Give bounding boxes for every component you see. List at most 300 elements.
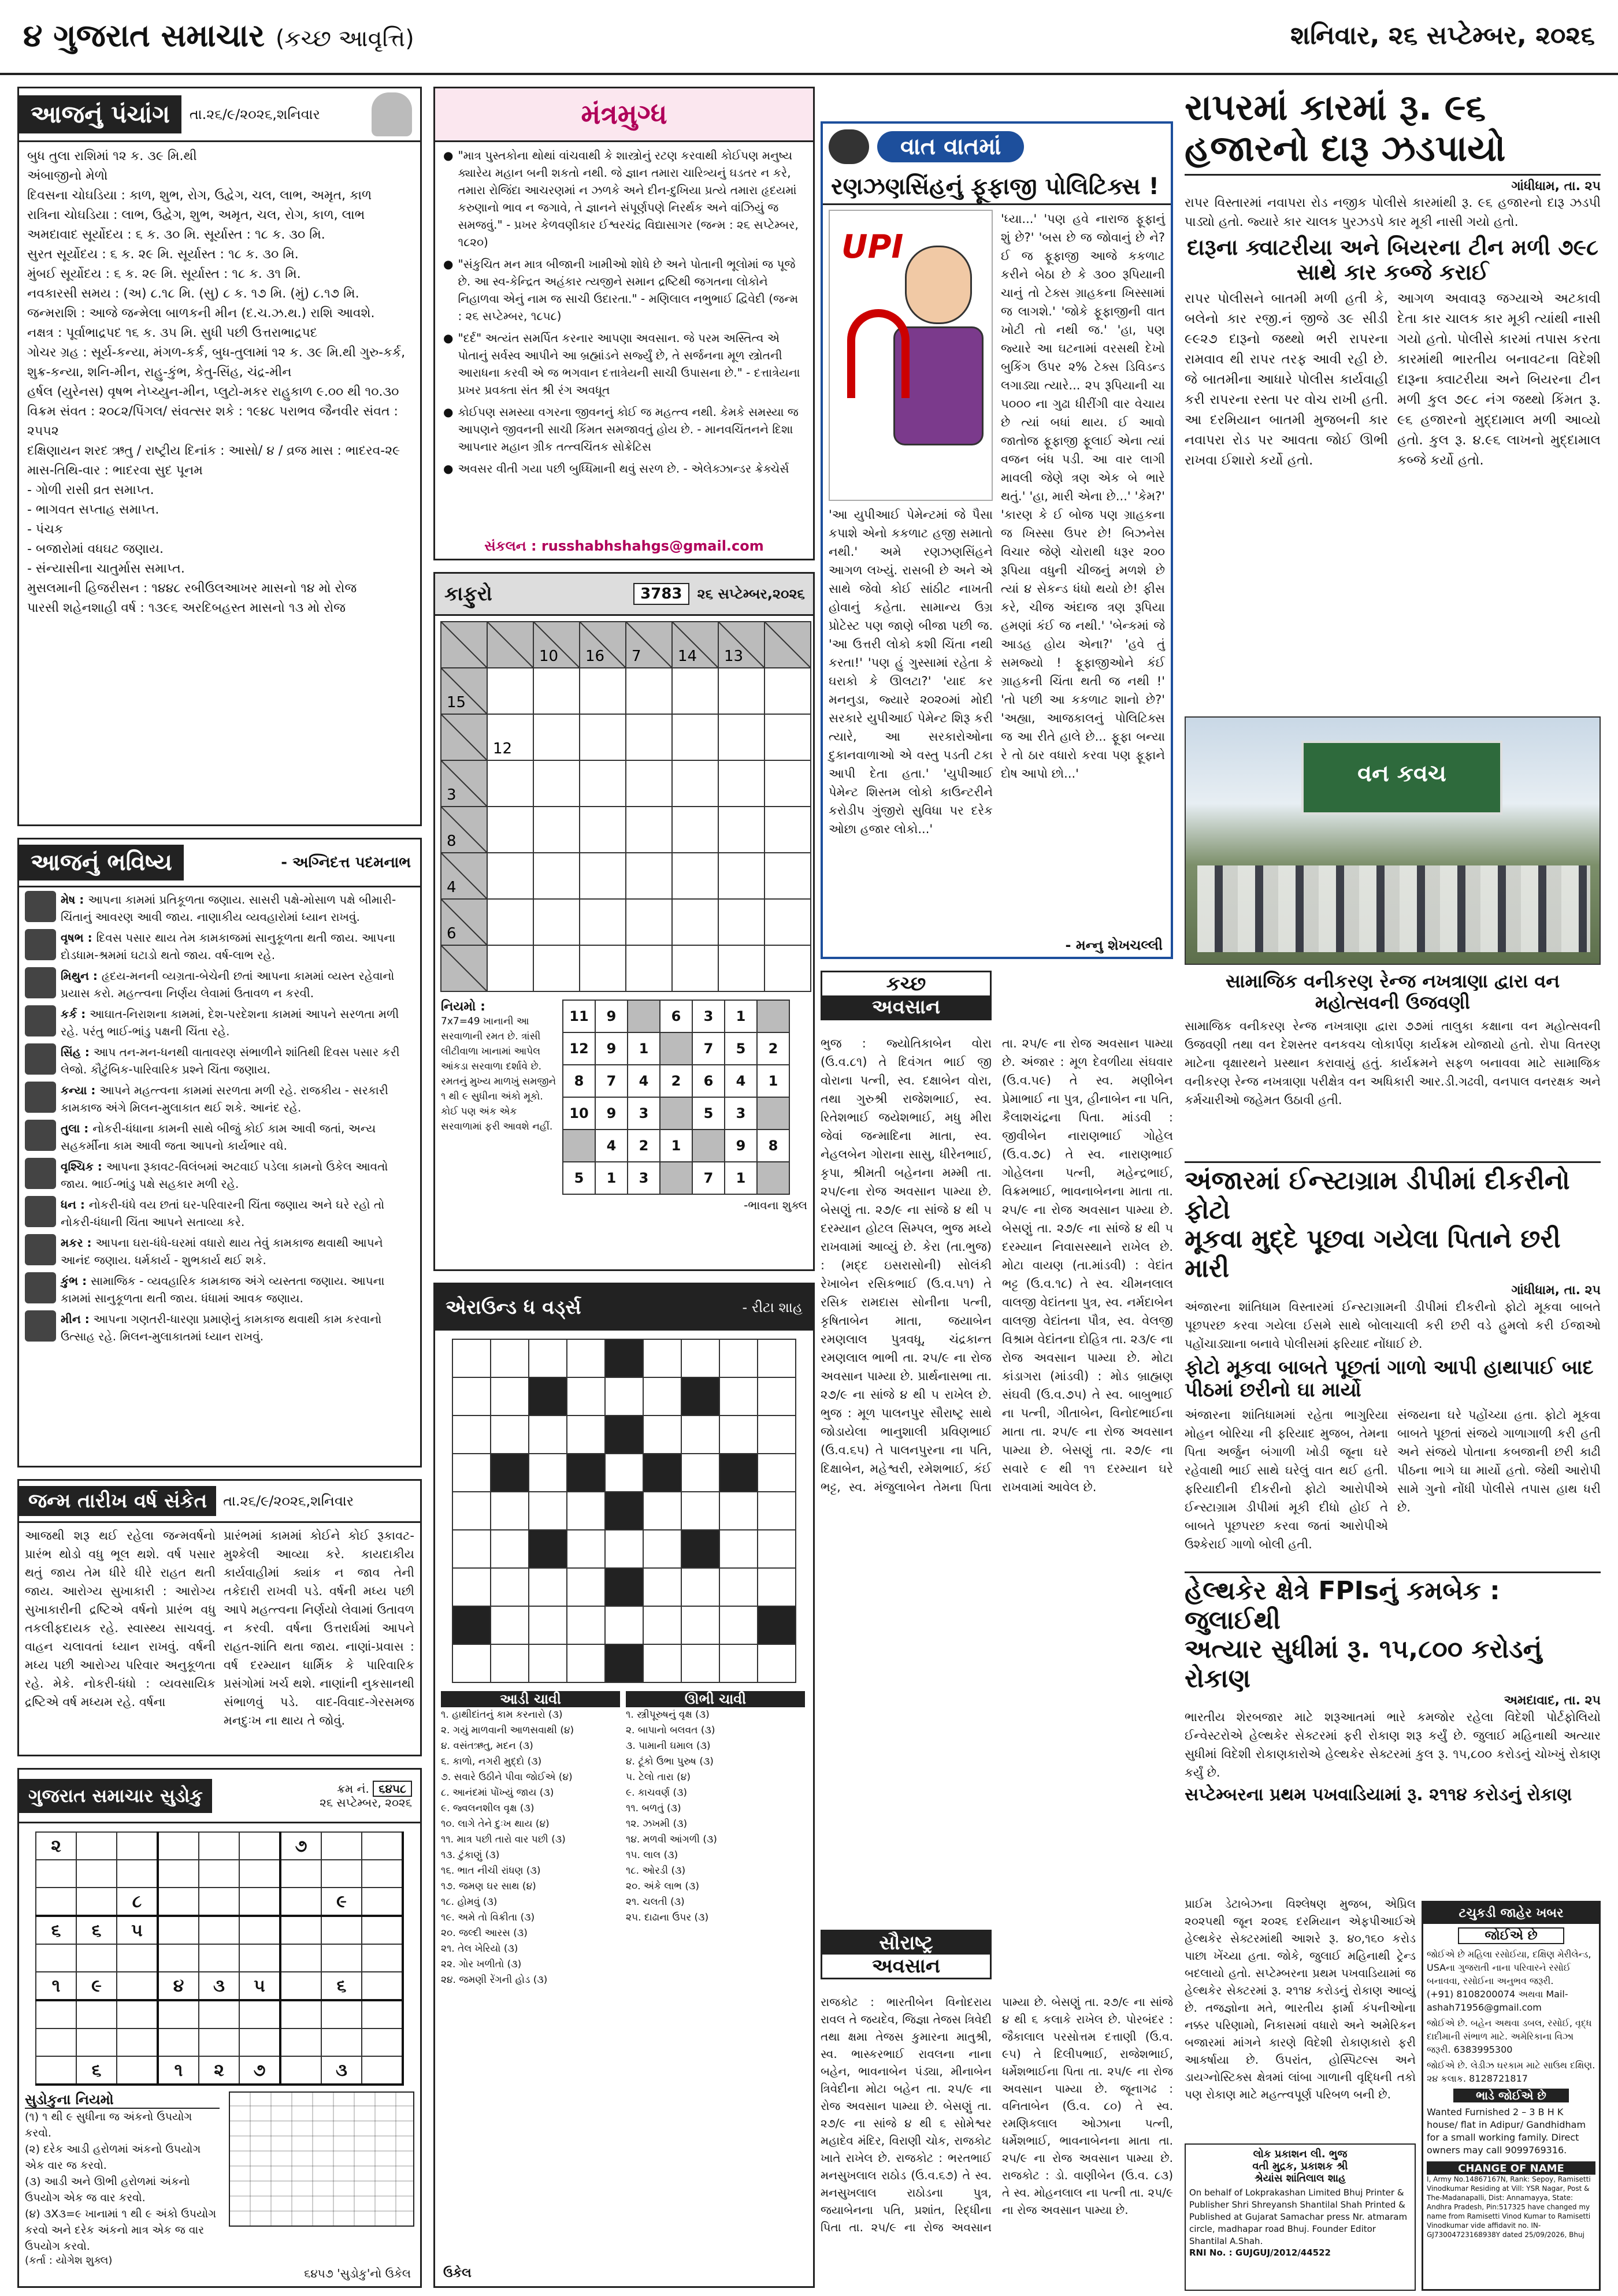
anjar-dateline: ગાંધીધામ, તા. ૨૫ (1511, 1283, 1601, 1298)
sudoku-cell (76, 1888, 117, 1916)
crossword-black-cell (567, 1454, 605, 1492)
sudoku-cell (362, 2056, 403, 2085)
mantra-quote (443, 403, 805, 455)
sudoku-rule: (૨) દરેક આડી હરોળમાં અંકનો ઉપયોગ એક વાર જ કરવો. (25, 2143, 201, 2172)
sudoku-cell (199, 2028, 239, 2056)
kafuro-cell (487, 945, 533, 991)
publisher-line-2: વતી મુદ્રક, પ્રકાશક શ્રી (1252, 2160, 1348, 2172)
sudoku-cell (158, 2000, 199, 2028)
kafuro-cell (718, 945, 765, 991)
fpi-lead: ભારતીય શેરબજાર માટે શરૂઆતમાં ભારે કમજોર રહેલા વિદેશી પોર્ટફોલિયો ઈન્વેસ્ટરોએ હેલ્થકેર સેક્ટરમાં ફરી રોકાણ શરૂ કર્યું છે. જુલાઈ મહિનાથી અત્યાર સુધીમાં વિદેશી રોકાણકારોએ હેલ્થકેર સેક્ટરમાં કુલ રૂ. ૧૫,૮૦૦ કરોડનું ચોખ્ખું રોકાણ કર્યું છે. (1185, 1710, 1601, 1780)
fpi-headline-1: હેલ્થકેર ક્ષેત્રે FPIsનું કમબેક : જુલાઈથી (1185, 1576, 1500, 1635)
panchang-line: સુરત સૂર્યોદય : ૬ ક. ૨૯ મિ. સૂર્યાસ્ત : ૧૮ ક. ૩૦ મિ. (27, 247, 299, 262)
rashi-name: મિથુન : (61, 969, 102, 983)
kafuro-answer-cell: 2 (628, 1130, 660, 1162)
ubhi-clue: ૨૧. ચલતી (૩) (626, 1896, 685, 1908)
panchang-line: ગોચર ગ્રહ : સૂર્ય-કન્યા, મંગળ-કર્ક, બુધ-તુલામાં ૧૨ ક. ૩૯ મિ.થી ગુરુ-કર્ક, શુક્ર-કન્યા, શનિ-મીન, રાહુ-કુંભ, કેતુ-સિંહ, ચંદ્ર-મીન (27, 345, 406, 380)
kafuro-answer-cell (660, 1162, 692, 1194)
classified-section-2: ભાડે જોઈએ છે (1453, 2089, 1569, 2102)
sudoku-cell (239, 1944, 280, 1972)
publisher-box (1185, 2143, 1416, 2291)
sudoku-cell (280, 2028, 321, 2056)
kafuro-clue: 14 (678, 648, 697, 665)
crossword-cell (529, 1454, 567, 1492)
panchang-line: નક્ષત્ર : પૂર્વાભાદ્રપદ ૧૬ ક. ૩૫ મિ. સુધી પછી ઉત્તરાભાદ્રપદ (27, 326, 318, 340)
kafuro-answer-cell: 11 (563, 1000, 595, 1032)
sudoku-cell (199, 1860, 239, 1888)
sudoku-cell (76, 1832, 117, 1860)
aadi-clue: ૧૬. ભાત નીચી રાંધણ (૩) (441, 1865, 541, 1877)
kafuro-cell (580, 807, 626, 853)
change-of-name (1422, 2034, 1601, 2039)
kafuro-answer-cell: 10 (563, 1097, 595, 1130)
kafuro-cell (718, 668, 765, 714)
rashi-text (61, 1196, 414, 1231)
panchang-line: હર્ષલ (યુરેનસ) વૃષભ નેપ્ચ્યુન-મીન, પ્લુટો-મકર રાહુકાળ ૯.૦૦ થી ૧૦.૩૦ (27, 385, 399, 399)
crossword-cell (643, 1416, 681, 1454)
kafuro-answer-cell: 1 (725, 1162, 757, 1194)
kafuro-cell (533, 760, 580, 807)
sudoku-cell (239, 1888, 280, 1916)
crossword-cell (681, 1606, 719, 1644)
mantra-quote-text: અવસર વીતી ગયા પછી બુધ્ધિમાની થવું સરળ છે. - એલેક્ઝાન્ડર ક્રેક્ચેર્સ (458, 462, 789, 475)
kafuro-answer-cell: 8 (757, 1130, 789, 1162)
janma-section (17, 1479, 422, 1756)
anjar-subhead: ફોટો મૂકવા બાબતે પૂછતાં ગાળો આપી હાથાપાઈ બાદ પીઠમાં છરીનો ઘા માર્યો (1185, 1356, 1594, 1402)
kafuro-cell (718, 807, 765, 853)
aadi-clues (441, 1707, 620, 1988)
ubhi-clue: ૩. પામાની ઘમાલ (૩) (626, 1740, 711, 1752)
crossword-cell (491, 1377, 529, 1416)
rapar-lead: રાપર વિસ્તારમાં નવાપરા રોડ નજીક પોલીસે કારમાંથી રૂ. ૯૬ હજારનો દારૂ ઝડપી પાડ્યો હતો. જ્યારે કાર ચાલક પુરઝડપે કાર મૂકી નાસી ગયો હતો. (1185, 195, 1601, 229)
ubhi-clue: ૨૫. દાઢાના ઉપર (૩) (626, 1912, 709, 1923)
panchang-line: બુધ તુલા રાશિમાં ૧૨ ક. ૩૯ મિ.થી (27, 149, 197, 164)
rashi-row (25, 1310, 414, 1345)
kafuro-rules-title: નિયમો : (441, 1000, 485, 1014)
crossword-cell (719, 1644, 758, 1682)
rashi-text (61, 929, 414, 964)
aadi-clue: ૬. કાળો, નગરી મુદ્દો (૩) (441, 1756, 542, 1767)
crossword-cell (758, 1454, 796, 1492)
janma-col-2: પ્રારંભમાં કામમાં કોઈને કોઈ રૂકાવટ-મુશ્કેલી આવ્યા કરે. કાયદાકીય કાર્યવાહીમાં ક્યાંક ન જાવ તેની તકેદારી રાખવી પડે. વર્ષની મધ્ય પછી આપે મહત્ત્વના નિર્ણયો લેવામાં ઉતાવળ ન કરવી. વર્ષના ઉત્તરાર્ધમાં આપને રાહત-શાંતિ થતા જાય. નાણાં-પ્રવાસ : વર્ષ દરમ્યાન ધાર્મિક કે પારિવારિક પ્રસંગોમાં ખર્ચ થશે. નાણાંની નુકસાનથી સંભાળવું પડે. વાદ-વિવાદ-ગેરસમજ મનદુઃખ ના થાય તે જોવું. (224, 1529, 414, 1727)
aadi-clue: ૮. આનંદમાં પોંખ્યું જાય (૩) (441, 1787, 554, 1799)
kafuro-clue: 12 (493, 740, 513, 757)
vaat-author: - મન્નુ શેખચલ્લી (1065, 937, 1163, 953)
vankaran-text: સામાજિક વનીકરણ રેન્જ નખત્રાણા દ્વારા ૭૭માં તાલુકા કક્ષાના વન મહોત્સવની ઉજવણી તથા વન દેશસ્તર વનકવચ લોકાર્પણ કાર્યક્રમ યોજાયો હતો. રોપા વિતરણ માટેના વૃક્ષારથને પ્રસ્થાન કરાવાયું હતું. કાર્યક્રમને સફળ બનાવવા માટે સામાજિક વનીકરણ રેન્જ નખત્રાણા પરીક્ષેત્ર વન અધિકારી આર.ડી.ગઢવી, વનપાલ વનરક્ષક અને કર્મચારીઓ જહેમત ઉઠાવી હતી. (1185, 1019, 1601, 1107)
saurashtra-avsaan-section (821, 1930, 1173, 2288)
anjar-headline-2: મૂકવા મુદ્દે પૂછવા ગયેલા પિતાને છરી મારી (1185, 1224, 1561, 1283)
kafuro-answer-cell: 3 (628, 1097, 660, 1130)
rashi-icon (25, 1272, 56, 1303)
ganesh-icon (372, 92, 412, 136)
kafuro-grid (441, 622, 811, 991)
ubhi-clue: ૧૧. બળતું (૩) (626, 1803, 681, 1814)
panchang-line: પારસી શહેનશાહી વર્ષ : ૧૩૯૬ અરદિબહસ્ત માસનો ૧૩ મો રોજ (27, 601, 346, 615)
panchang-line: વિક્રમ સંવત : ૨૦૮૨/પિંગલ/ સંવત્સર શકે : ૧૯૪૮ પરાભવ જૈનવીર સંવત : ૨૫૫૨ (27, 404, 398, 439)
mantra-quote-text: "દર્દ" અત્યંત સમર્પિત કરનાર આપણા અવસાન. જે પરમ અસ્તિત્વ એ પોતાનું સર્વસ્વ આપીને આ બ્રહ્માંડને સર્જ્યું છે, તે સર્જનના મૂળ સ્ત્રોતની આરાધના કરવી એ જ ભગવાન દત્તાત્રેયની સાચી ઉપાસના છે." - દત્તાત્રેયના પ્રખર પ્રવક્તા સંત શ્રી રંગ અવધૂત (458, 331, 800, 397)
sudoku-cell (158, 1860, 199, 1888)
rashi-name: મકર : (61, 1236, 96, 1250)
kafuro-cell (487, 853, 533, 899)
crossword-cell (758, 1377, 796, 1416)
kafuro-answer-cell (757, 1000, 789, 1032)
crossword-cell (719, 1339, 758, 1377)
rashi-icon (25, 1082, 56, 1113)
sudoku-cell (280, 1916, 321, 1944)
aadi-clue: ૭. સવારે ઉઠીને પીવા જોઈએ (૪) (441, 1771, 573, 1783)
sudoku-cell: ૯ (76, 1972, 117, 2000)
sudoku-cell (321, 2028, 362, 2056)
aadi-clue: ૧. હાથીદાંતનું કામ કરનારો (૩) (441, 1709, 563, 1721)
rashi-list (19, 887, 420, 1352)
crossword-cell (643, 1606, 681, 1644)
rashi-prediction: સામાજિક - વ્યવહારિક કામકાજ અંગે વ્યસ્તતા જણાય. આપના કામમાં સાનુકૂળતા થતી જાય. ધંધામાં આવક જણાય. (61, 1274, 385, 1305)
kafuro-answer-cell: 4 (725, 1065, 757, 1097)
vaat-icon (829, 129, 869, 164)
rashi-row (25, 929, 414, 964)
sudoku-cell (239, 1916, 280, 1944)
sudoku-cell (321, 2000, 362, 2028)
rapar-headline-1: રાપરમાં કારમાં રૂ. ૯૬ (1185, 86, 1486, 128)
crossword-cell (643, 1568, 681, 1606)
kafuro-cell (626, 714, 672, 760)
sudoku-cell (117, 1944, 158, 1972)
kafuro-cell (533, 945, 580, 991)
panchang-line: અંબાજીનો મેળો (27, 169, 108, 183)
mantra-items (435, 142, 813, 486)
crossword-cell (567, 1416, 605, 1454)
rashi-row (25, 1234, 414, 1269)
vaat-col-1: 'આ યુપીઆઈ પેમેન્ટમાં જે પૈસા કપાશે એનો કકળાટ હજી સમાતો નથી.' અમે રણઝણસિંહને આગળ લખ્યું. રાસબી છે અને એ સાથે જેવો કોઈ સાંઠીટ નાખતી હોવાનું કહેતા. સામાન્ય ઉગ્ર પ્રોટેસ્ટ પણ જાણે બીજા પછી જ. 'આ ઉત્તરી લોકો કશી ચિંતા નથી કરતા!' 'પણ હું ગુસ્સામાં રહેતા કે ઘરાકો કે ઊલટા?' 'યાદ કર મનનુડા, જ્યારે ૨૦૨૦માં મોદી સરકારે યુપીઆઈ પેમેન્ટ શિરૂ કરી ત્યારે, આ સરકારોઓના દુકાનવાળાઓ એ વસ્તુ પડતી ટકા આપી દેતા હતા.' 'યુપીઆઈ પેમેન્ટ શિસ્તમ લોકો કાઉન્ટરીને કરોડીપ ગુંજીરો સુવિધા પર દરેક ઓછા હજાર લોકો...' (829, 508, 993, 836)
ubhi-clue: ૪. ટૂંકો ઉભા પુરુષ (૩) (626, 1756, 714, 1767)
kafuro-answer-cell: 3 (725, 1097, 757, 1130)
crossword-cell (452, 1492, 491, 1530)
sudoku-section (17, 1768, 422, 2288)
panchang-line: દક્ષિણાયન શરદ ઋતુ / રાષ્ટ્રીય દિનાંક : આસો/ ૪ / વ્રજ માસ : ભાદરવ-૨૯ (27, 444, 400, 458)
kafuro-cell (672, 945, 718, 991)
bullet-icon: ● (443, 257, 454, 271)
ubhi-clue: ૧૪. મળવી આંગળી (૩) (626, 1834, 717, 1845)
mantra-quote (443, 329, 805, 399)
rashi-prediction: હૃદય-મનની વ્યગ્રતા-બેચેની છતાં આપના કામમાં વ્યસ્ત રહેવાનો પ્રયાસ કરો. મહત્ત્વના નિર્ણય લેવામાં ઉતાવળ ન કરવી. (61, 969, 395, 1000)
panchang-section (17, 87, 422, 826)
aadi-clue: ૨૪. જમણી રેંગની હોડ (૩) (441, 1974, 548, 1986)
rashi-name: સિંહ : (61, 1045, 94, 1059)
kafuro-clue: 3 (447, 786, 457, 804)
aadi-clue: ૨૨. ગોર ખળીતો (૩) (441, 1959, 522, 1970)
sudoku-answer-label: ૬૪૫૭ 'સુડોકુ'નો ઉકેલ (304, 2267, 411, 2280)
sudoku-cell (117, 2056, 158, 2085)
aadi-clue: ૨૧. તેલ ખેરિયો (૩) (441, 1943, 518, 1955)
bullet-icon: ● (443, 331, 454, 345)
mantra-contact: સંકલન : russhabhshahgs@gmail.com (484, 538, 764, 554)
crossword-cell (681, 1416, 719, 1454)
sudoku-rules (25, 2109, 220, 2254)
bhavishya-title: આજનું ભવિષ્ય (19, 845, 184, 880)
crossword-cell (452, 1568, 491, 1606)
sudoku-cell: ૫ (117, 1916, 158, 1944)
change-of-name-text: I, Army No.14867167N, Rank: Sepoy, Ramisetti Vinodkumar Residing at Vill: YSR Nagar, Post & The-Madanapalli, Dist: Annamayya, State: Andhra Pradesh, Pin:517325 have changed my name from Ramisetti Vinod Kumar to Ramisetti Vinodkumar vide affidavit no. IN-GJ73004723168938Y dated 25/09/2026, Bhuj (1427, 2175, 1591, 2239)
sudoku-cell (280, 1860, 321, 1888)
saurashtra-subtitle: અવસાન (871, 1955, 941, 1978)
sudoku-cell (76, 1860, 117, 1888)
aadi-title: આડી ચાવી (441, 1691, 620, 1707)
rashi-prediction: આપના ઘરા-ધંધે-ઘરમાં વધારો થાય તેવું કામકાજ થવાથી આપને આનંદ જણાય. ધર્મકાર્ય - શુભકાર્ય થઈ શકે. (61, 1236, 383, 1267)
sudoku-cell (158, 1888, 199, 1916)
rashi-name: મીન : (61, 1312, 94, 1326)
rashi-name: ધન : (61, 1198, 89, 1212)
rashi-icon (25, 1196, 56, 1227)
anjar-col-1: અંજારના શાંતિધામમાં રહેતા ભાગુરિયા મોહન બોરિચા ની ફરિયાદ મુજબ, તેમના પિતા અર્જુન બંગાળી ખોડી જૂના ઘરે રહેવાથી ભાઈ સાથે ઘરેલું વાત થઈ હતી. ફરિયાદીની દીકરીનો ફોટો આરોપીએ ઈન્સ્ટાગ્રામ ડીપીમાં મૂકી દીધો હોઈ તે બાબતે પૂછપરછ કરવા જતાં આરોપીએ ઉશ્કેરાઈ ગાળો બોલી હતી. (1185, 1407, 1388, 1551)
sudoku-number: ૬૪૫૮ (373, 1781, 412, 1797)
sudoku-cell (36, 2056, 76, 2085)
crossword-cell (758, 1530, 796, 1568)
kafuro-answer-cell: 7 (692, 1032, 725, 1065)
mantra-section (433, 87, 815, 560)
crossword-cell (681, 1454, 719, 1492)
sudoku-cell: ૬ (321, 1972, 362, 2000)
sudoku-cell (362, 1832, 403, 1860)
sudoku-cell (117, 1972, 158, 2000)
panchang-line: માસ-તિથિ-વાર : ભાદરવા સુદ પૂનમ (27, 463, 203, 478)
sudoku-rules-title: સુડોકુના નિયમો (25, 2091, 220, 2109)
kafuro-cell (487, 807, 533, 853)
sudoku-title: ગુજરાત સમાચાર સુડોકુ (19, 1779, 212, 1813)
sudoku-cell (76, 1944, 117, 1972)
kafuro-answer-cell: 1 (595, 1162, 628, 1194)
crossword-cell (719, 1492, 758, 1530)
crossword-black-cell (758, 1606, 796, 1644)
crossword-cell (681, 1339, 719, 1377)
vaat-headline: રણઝણસિંહનું ફૂફાજી પોલિટિક્સ ! (823, 170, 1171, 205)
vankaran-people (1197, 865, 1590, 952)
saurashtra-title: સૌરાષ્ટ્ર (822, 1931, 990, 1955)
rapar-col-2: આગળ અવાવરૂ જગ્યાએ અટકાવી દેતા કાર ચાલક કાર મૂકી ત્યાંથી નાસી ગયો હતો. પોલીસે કારમાં તપાસ કરતા કારમાંથી ભારતીય બનાવટના વિદેશી દારૂના ક્વાટરીયા અને બિયરના ટીન મળી કુલ ૭૯૮ નંગ જથ્થો કિંમત રૂ. ૯૬ હજારનો મુદ્દામાલ મળી આવ્યો હતો. કુલ રૂ. ૪.૯૬ લાખનો મુદ્દામાલ કબ્જે કર્યો હતો. (1397, 291, 1601, 468)
sudoku-cell (239, 2000, 280, 2028)
panchang-line: દિવસના ચોઘડિયા : કાળ, શુભ, રોગ, ઉદ્વેગ, ચલ, લાભ, અમૃત, કાળ (27, 188, 372, 203)
crossword-cell (491, 1339, 529, 1377)
kafuro-answer-cell: 5 (725, 1032, 757, 1065)
crossword-cell (681, 1492, 719, 1530)
panchang-line: નવકારસી સમય : (અ) ૮.૧૮ મિ. (સુ) ૮ ક. ૧૭ મિ. (મું) ૮.૧૭ મિ. (27, 287, 359, 301)
rashi-prediction: આપ તન-મન-ધનથી વાતાવરણ સંભાળીને શાંતિથી દિવસ પસાર કરી લેજો. કૌટુંબિક-પારિવારિક પ્રશ્ને ચિંતા જણાય. (61, 1045, 400, 1076)
ubhi-clue: ૫. ટેલો તારા (૪) (626, 1771, 691, 1783)
rashi-icon (25, 1005, 56, 1036)
kafuro-cell (487, 760, 533, 807)
bullet-icon: ● (443, 148, 454, 162)
kafuro-cell (533, 714, 580, 760)
janma-title: જન્મ તારીખ વર્ષ સંકેત (19, 1486, 216, 1516)
kafuro-answer-cell: 1 (628, 1032, 660, 1065)
crossword-black-cell (529, 1530, 567, 1568)
kutch-subtitle: અવસાન (822, 995, 990, 1019)
crossword-cell (491, 1568, 529, 1606)
saurashtra-avsaan-text: રાજકોટ : ભારતીબેન વિનોદરાય રાવલ તે જયદેવ, જિજ્ઞા તેજસ ત્રિવેદી તથા ક્ષમા તેજસ કુમારના માતુશ્રી, સ્વ. ભાસ્કરભાઈ રાવલના નાના બહેન, ભાવનાબેન પંડ્યા, મીનાબેન ત્રિવેદીના મોટા બહેન તા. ૨૫/૯ ના રોજ અવસાન પામ્યા છે. બેસણું તા. ૨૭/૯ ના સાંજે ૪ થી ૬ સોમેશ્વર મહાદેવ મંદિર, વિરાણી ચોક, રાજકોટ ખાતે રાખેલ છે. રાજકોટ : ભરતભાઈ મનસુખલાલ રાઠોડ (ઉ.વ.૬૭) તે સ્વ. મનસુખલાલ રાઠોડના પુત્ર, જયાબેનના પતિ, પ્રશાંત, રિદ્ધીના પિતા તા. ૨૫/૯ ના રોજ અવસાન પામ્યા છે. બેસણું તા. ૨૭/૯ ના સાંજે ૪ થી ૬ કલાકે રાખેલ છે. પોરબંદર : જૈકાલાલ પરસોત્તમ દત્તાણી (ઉ.વ. ૯૫) તે દિલીપભાઈ, રાજેશભાઈ, ધર્મેશભાઈના પિતા તા. ૨૫/૯ ના રોજ અવસાન પામ્યા છે. જૂનાગઢ : વનિતાબેન (ઉ.વ. ૮૦) તે સ્વ. રમણિકલાલ ઓઝાના પત્ની, ધર્મેશભાઈ, ભાવનાબેનના માતા તા. ૨૫/૯ ના રોજ અવસાન પામ્યા છે. રાજકોટ : ડો. વાણીબેન (ઉ.વ. ૮૩) તે સ્વ. મોહનલાલ ના પત્ની તા. ૨૫/૯ ના રોજ અવસાન પામ્યા છે. (821, 1995, 1173, 2234)
crossword-black-cell (605, 1644, 643, 1682)
fpi-article (1185, 1571, 1601, 1895)
anjar-col-2: સંજયના ઘરે પહોંચ્યા હતા. ફોટો મૂકવા બાબતે પૂછતાં સંજયે ગાળાગાળી કરી હતી અને સંજયે પોતાના કબજાની છરી કાઢી પીઠના ભાગે ઘા માર્યો હતો. જેથી આરોપી સામે ગુનો નોંધી પોલીસે તપાસ હાથ ધરી છે. (1397, 1407, 1601, 1514)
crossword-cell (491, 1416, 529, 1454)
crossword-cell (605, 1377, 643, 1416)
rashi-icon (25, 1158, 56, 1189)
crossword-cell (567, 1606, 605, 1644)
kafuro-cell (672, 760, 718, 807)
kafuro-cell (533, 807, 580, 853)
kafuro-answer-cell: 6 (660, 1000, 692, 1032)
kafuro-cell (765, 899, 811, 945)
sudoku-cell (117, 2028, 158, 2056)
publisher-rni: RNI No. : GUJGUJ/2012/44522 (1189, 2247, 1331, 2258)
kafuro-answer-cell: 3 (692, 1000, 725, 1032)
kutch-avsaan-section (821, 971, 1173, 1924)
rashi-icon (25, 1120, 56, 1151)
kafuro-cell (765, 945, 811, 991)
rashi-text (61, 1005, 414, 1040)
rashi-prediction: દિવસ પસાર થાય તેમ કામકાજમાં સાનુકૂળતા થતી જાય. આપના દોડધામ-શ્રમમાં ઘટાડો થતો જાય. વર્ષ-લાભ રહે. (61, 931, 396, 962)
ubhi-clue: ૧. સ્ત્રીપૂરુષનું વૃક્ષ (૩) (626, 1709, 710, 1721)
crossword-cell (719, 1568, 758, 1606)
sudoku-cell (280, 1972, 321, 2000)
rashi-row (25, 891, 414, 926)
rashi-name: કર્ક : (61, 1007, 90, 1021)
kafuro-answer-cell (563, 1130, 595, 1162)
kafuro-cell (580, 760, 626, 807)
kafuro-cell (533, 668, 580, 714)
kafuro-answer-cell: 5 (692, 1097, 725, 1130)
aadi-clue: ૧૦. લાગે તેને દુઃખ થાય (૪) (441, 1818, 550, 1830)
classified-ad-2: જોઈએ છે. બહેન અથવા ડબલ, રસોઈ, વૃદ્ધ દાદીમાની સંભાળ માટે. અમેરિકાના વિઝા જરૂરી. 6383995300 (1427, 2018, 1592, 2055)
panchang-line: - બજારોમાં વધઘટ જણાય. (27, 542, 164, 556)
kafuro-cell (672, 853, 718, 899)
rashi-row (25, 1082, 414, 1116)
kafuro-number: 3783 (633, 583, 689, 605)
crossword-cell (719, 1416, 758, 1454)
kafuro-clue: 13 (724, 648, 744, 665)
sudoku-cell (362, 1944, 403, 1972)
sudoku-cell: ૧ (36, 1972, 76, 2000)
rashi-prediction: આપના ગણતરી-ધારણા પ્રમાણેનું કામકાજ થવાથી કામ કરવાનો ઉત્સાહ રહે. મિલન-મુલાકાતમાં ધ્યાન રાખવું. (61, 1312, 382, 1343)
kafuro-cell (580, 899, 626, 945)
sudoku-cell: ૨ (36, 1832, 76, 1860)
crossword-cell (681, 1568, 719, 1606)
kafuro-answer-cell: 2 (757, 1032, 789, 1065)
kafuro-clue: 16 (585, 648, 605, 665)
rashi-text (61, 1234, 414, 1269)
aadi-clue: ૪. વસંતઋતુ, મદન (૩) (441, 1740, 533, 1752)
rapar-subhead: દારૂના ક્વાટરીયા અને બિયરના ટીન મળી ૭૯૮ સાથે કાર કબ્જે કરાઈ (1186, 234, 1599, 285)
kafuro-clue: 15 (447, 694, 466, 711)
crossword-cell (758, 1339, 796, 1377)
sudoku-cell (199, 1888, 239, 1916)
crossword-cell (719, 1377, 758, 1416)
rashi-prediction: નોકરી-ધંધાના કામની સાથે બીજું કોઈ કામ આવી જતાં, અન્ય સહકર્મીના કામ આવી જતા આપનો કાર્યભાર વધે. (61, 1121, 376, 1153)
around-answer-title: ઉકેલ (443, 2266, 472, 2280)
kafuro-clue: 8 (447, 833, 457, 850)
kafuro-answer-cell: 9 (595, 1000, 628, 1032)
sudoku-cell (321, 1832, 362, 1860)
crossword-black-cell (681, 1377, 719, 1416)
sudoku-cell (199, 2000, 239, 2028)
crossword-black-cell (681, 1530, 719, 1568)
ubhi-clue: ૧૨. ઝખમી (૩) (626, 1818, 688, 1830)
janma-col-1: આજથી શરૂ થઈ રહેલા જન્મવર્ષનો પ્રારંભ થોડો વધુ ભૂલ થશે. વર્ષ પસાર થતું જાય તેમ ધીરે ધીરે રાહત થતી જાય. આરોગ્ય સુખાકારી : આરોગ્ય સુખાકારીની દ્રષ્ટિએ વર્ષનો પ્રારંભ વધુ તકલીફદાયક રહે. સ્વાસ્થ્ય સાચવવું. વાહન ચલાવતાં ધ્યાન રાખવું. વર્ષની મધ્ય પછી આરોગ્ય પરિવાર અનુકૂળતા રહે. મેકે. નોકરી-ધંધો : વ્યવસાયિક દ્રષ્ટિએ વર્ષ મધ્યમ રહે. વર્ષના (25, 1529, 216, 1709)
vaat-section (821, 121, 1173, 959)
sudoku-cell: ૭ (239, 2056, 280, 2085)
kafuro-cell (765, 853, 811, 899)
ubhi-clue: ૯. કાચવર્ણ (૩) (626, 1787, 688, 1799)
kafuro-cell (672, 807, 718, 853)
kafuro-answer-cell: 9 (595, 1097, 628, 1130)
aadi-clue: ૨. ગયું માળવાની આળસવાથી (૪) (441, 1725, 574, 1736)
sudoku-rule: (૪) ૩X૩=૯ ખાનામાં ૧ થી ૯ અંકો ઉપયોગ કરવો અને દરેક અંકનો માત્ર એક જ વાર ઉપયોગ કરવો. (25, 2208, 217, 2253)
crossword-cell (643, 1492, 681, 1530)
page-number: ૪ (23, 17, 43, 54)
sudoku-cell (362, 1916, 403, 1944)
paper-name: ગુજરાત સમાચાર (53, 17, 265, 54)
crossword-cell (605, 1454, 643, 1492)
kafuro-answer-grid (562, 1000, 790, 1195)
rashi-icon (25, 967, 56, 998)
classified-ad-1-contact: (+91) 8108200074 અથવા Mail-ashah71956@gmail.com (1427, 1989, 1568, 2013)
rashi-icon (25, 929, 56, 960)
crossword-cell (567, 1530, 605, 1568)
kafuro-cell (718, 714, 765, 760)
kafuro-cell (487, 899, 533, 945)
rashi-prediction: આપના રૂકાવટ-વિલંબમાં અટવાઈ પડેલા કામનો ઉકેલ આવતો જાય. ભાઈ-ભાંડુ પક્ષે સહકાર મળી રહે. (61, 1160, 388, 1191)
crossword-black-cell (643, 1454, 681, 1492)
fpi-body: પ્રાઈમ ડેટાબેઝના વિશ્લેષણ મુજબ, એપ્રિલ ૨૦૨૫થી જૂન ૨૦૨૬ દરમિયાન એફપીઆઈએ હેલ્થકેર સેક્ટરમાંથી આશરે રૂ. ૪૦,૧૬૦ કરોડ પાછા ખેંચ્યા હતા. જોકે, જુલાઈ મહિનાથી ટ્રેન્ડ બદલાયો હતો. સપ્ટેમ્બરના પ્રથમ પખવાડિયામાં જ હેલ્થકેર સેક્ટરમાં રૂ. ૨૧૧૪ કરોડનું રોકાણ આવ્યું છે. તજજ્ઞોના મતે, ભારતીય ફાર્મા કંપનીઓના નક્કર પરિણામો, નિકાસમાં વધારો અને અમેરિકન બજારમાં માંગને કારણે વિદેશી રોકાણકારો ફરી આકર્ષાયા છે. ઉપરાંત, હોસ્પિટલ્સ અને ડાયગ્નોસ્ટિક્સ ક્ષેત્રમાં લાંબા ગાળાની વૃદ્ધિની તકો પણ રોકાણ માટે મહત્ત્વપૂર્ણ પરિબળ બની છે. (1185, 1897, 1416, 2101)
kafuro-cell (626, 807, 672, 853)
rapar-col-1: રાપર પોલીસને બાતમી મળી હતી કે, બલેનો કાર રજી.નં જીજે ૩૯ સીડી ૯૯૨૭ દારૂનો જથ્થો ભરી રાપરના રામવાવ થી રાપર તરફ આવી રહી છે. જે બાતમીના આધારે પોલીસ કાર્યવાહી કરી રાપરના રસ્તા પર વોચ રાખી હતી. આ દરમિયાન બાતમી મુજબની કાર નવાપરા રોડ પર આવતા જોઈ ઊભી રાખવા ઈશારો કર્યો હતો. (1185, 291, 1388, 468)
mantra-quote-text: "સંકુચિત મન માત્ર બીજાની ખામીઓ શોધે છે અને પોતાની ભૂલોમાં જ પૂજે છે. આ સ્વ-કેન્દ્રિત અહંકાર ત્યજીને સમાન દ્રષ્ટિથી જગતના લોકોને નિહાળવા એનું નામ જ સાચી ઉદારતા." - મણિલાલ નભુભાઈ દ્વિવેદી (જન્મ : ૨૬ સપ્ટેમ્બર, ૧૮૫૮) (458, 257, 799, 323)
sudoku-rule: (૧) ૧ થી ૯ સુધીના જ અંકનો ઉપયોગ કરવો. (25, 2111, 192, 2139)
crossword-cell (452, 1416, 491, 1454)
crossword-cell (719, 1606, 758, 1644)
crossword-cell (758, 1416, 796, 1454)
publisher-line-3: શ્રેયાંસ શાંતિલાલ શાહ (1255, 2172, 1346, 2184)
crossword-cell (758, 1492, 796, 1530)
sudoku-cell: ૭ (280, 1832, 321, 1860)
kafuro-cell (765, 668, 811, 714)
mantra-title: મંત્રમુગ્ધ (435, 88, 813, 142)
kafuro-clue: 6 (447, 925, 457, 942)
crossword-cell (491, 1644, 529, 1682)
classified-title: ટચુકડી જાહેર ખબર (1423, 1903, 1599, 1924)
ubhi-clue: ૨. બાપાનો બલવત (૩) (626, 1725, 715, 1736)
sudoku-cell (280, 2000, 321, 2028)
janma-date: તા.૨૬/૯/૨૦૨૬,શનિવાર (223, 1493, 354, 1509)
rapar-dateline: ગાંધીધામ, તા. ૨૫ (1511, 179, 1601, 194)
crossword-cell (643, 1530, 681, 1568)
sudoku-cell (239, 1860, 280, 1888)
kafuro-answer-cell (628, 1000, 660, 1032)
masthead (23, 17, 414, 54)
vankaran-sign: વન કવચ (1357, 760, 1446, 787)
kafuro-answer-cell: 5 (563, 1162, 595, 1194)
kafuro-cell (672, 714, 718, 760)
crossword-cell (643, 1339, 681, 1377)
kutch-title: કચ્છ (886, 972, 926, 995)
sudoku-cell (158, 1832, 199, 1860)
rashi-name: કન્યા : (61, 1083, 100, 1097)
kafuro-answer-cell (660, 1097, 692, 1130)
kafuro-cell (765, 760, 811, 807)
anjar-lead: અંજારના શાંતિધામ વિસ્તારમાં ઈન્સ્ટાગ્રામની ડીપીમાં દીકરીનો ફોટો મૂકવા બાબતે પૂછપરછ કરવા ગયેલા ઈસમે સાથે બોલાચાલી કરી છરી વડે હુમલો કરી ઈજાઓ પહોંચાડ્યાના બનાવે પોલીસમાં ફરિયાદ નોંધાઈ છે. (1185, 1300, 1601, 1351)
crossword-cell (529, 1644, 567, 1682)
kafuro-answer-cell (692, 1130, 725, 1162)
rashi-text (61, 1043, 414, 1078)
ubhi-clue: ૧૫. લાલ (૩) (626, 1849, 678, 1861)
